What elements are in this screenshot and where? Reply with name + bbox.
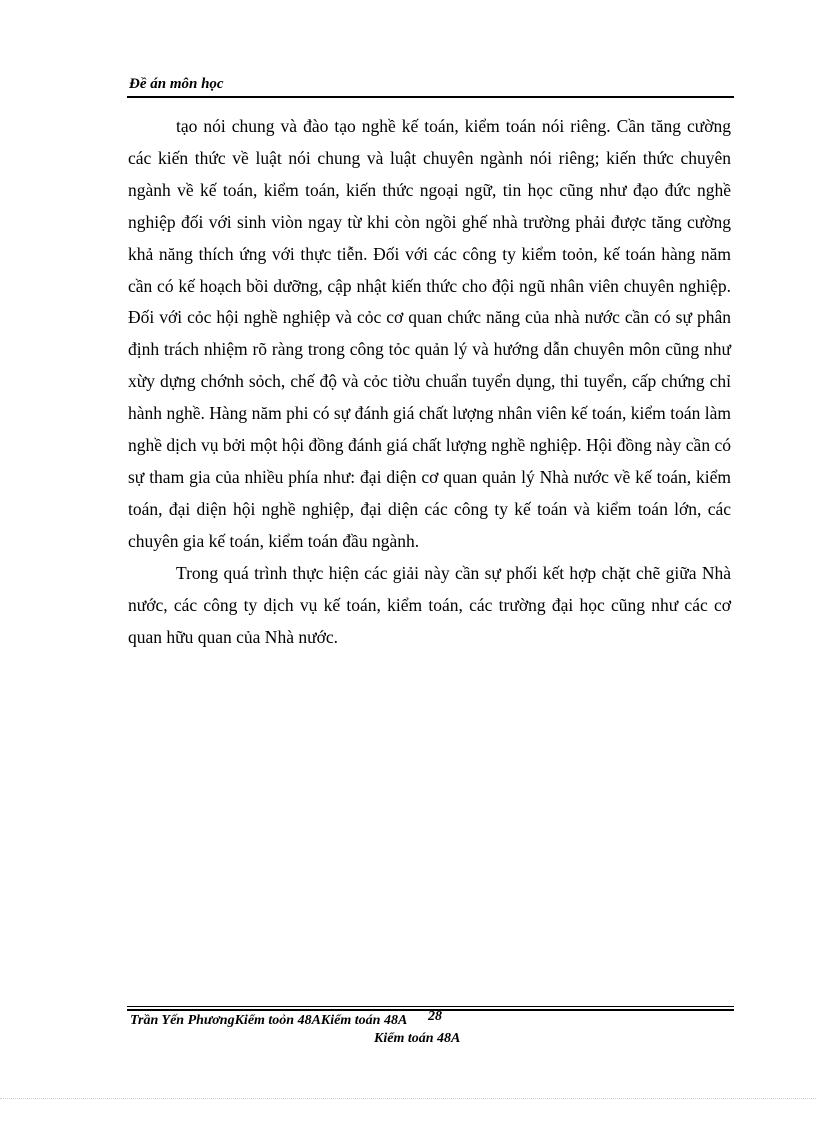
footer-class: Kiểm toán 48A [374,1031,461,1046]
page-number: 28 [428,1009,442,1024]
page-bottom-edge [0,1098,816,1099]
header-title: Đề án môn học [129,76,224,92]
paragraph-1: tạo nói chung và đào tạo nghề kế toán, kiểm toán nói riêng. Cần tăng cường các kiến thức về luật nói chung và luật chuyên ngành nói riêng; kiến thức chuyên ngành về kế toán, kiểm toán, kiến thức ngoại ngữ, tin học cũng như đạo đức nghề nghiệp đối với sinh viòn ngay từ khi còn ngồi ghế nhà trường phải được tăng cường khả năng thích ứng với thực tiễn. Đối với các công ty kiểm toỏn, kế toán hàng năm cần có kế hoạch bồi dưỡng, cập nhật kiến thức cho đội ngũ nhân viên chuyên nghiệp. Đối với cỏc hội nghề nghiệp và cỏc cơ quan chức năng của nhà nước cần có sự phân định trách nhiệm rõ ràng trong công tỏc quản lý và hướng dẫn chuyên môn cũng như xừy dựng chớnh sỏch, chế độ và cỏc tiờu chuẩn tuyển dụng, thi tuyển, cấp chứng chỉ hành nghề. Hàng năm phi có sự đánh giá chất lượng nhân viên kế toán, kiểm toán làm nghề dịch vụ bởi một hội đồng đánh giá chất lượng nghề nghiệp. Hội đồng này cần có sự tham gia của nhiều phía như: đại diện cơ quan quản lý Nhà nước về kế toán, kiểm toán, đại diện hội nghề nghiệp, đại diện các công ty kế toán và kiểm toán lớn, các chuyên gia kế toán, kiểm toán đầu ngành. [128,116,731,551]
footer-author: Trần Yến PhươngKiểm toỏn 48AKiểm toán 48A [130,1013,408,1028]
paragraph-2: Trong quá trình thực hiện các giải này cần sự phối kết hợp chặt chẽ giữa Nhà nước, các công ty dịch vụ kế toán, kiểm toán, các trường đại học cũng như các cơ quan hữu quan của Nhà nước. [128,562,731,647]
footer-rule-top [127,1006,734,1007]
body-text [128,111,731,653]
header-rule [127,96,734,98]
